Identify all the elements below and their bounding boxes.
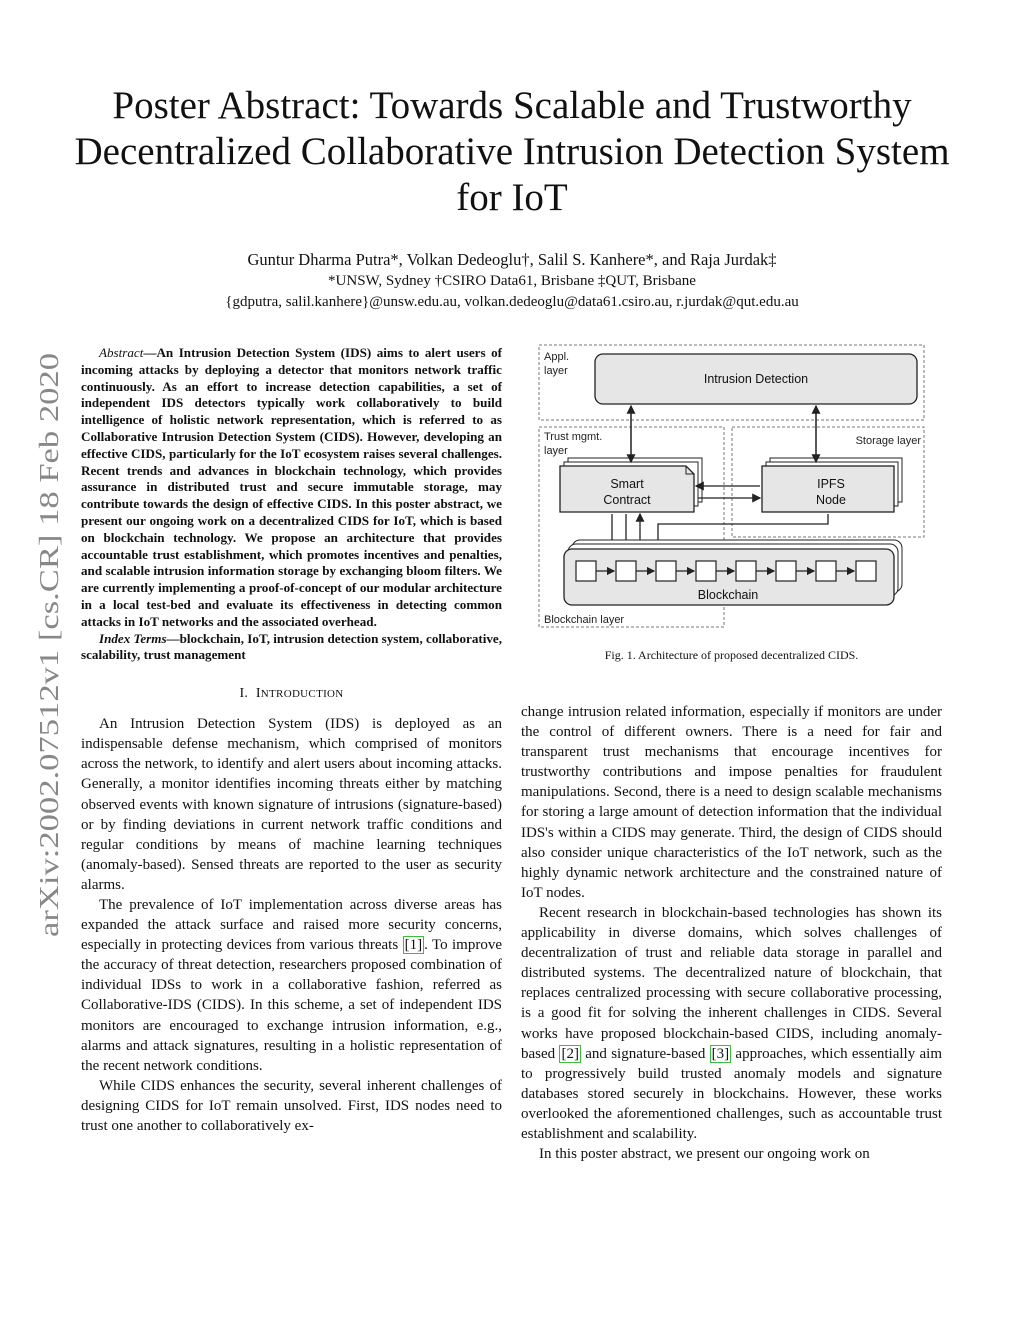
blockchain-layer-label: Blockchain layer — [544, 614, 625, 626]
paper-title: Poster Abstract: Towards Scalable and Trustworthy Decentralized Collaborative Intrusion Detection System for IoT — [74, 84, 950, 219]
figure-caption: Fig. 1. Architecture of proposed decentralized CIDS. — [604, 648, 859, 662]
section-heading-introduction — [81, 686, 502, 702]
right-paragraph-1: change intrusion related information, especially if monitors are under the control of different owners. There is a need for fair and transparent trust mechanisms that encourage incentives for trustworthy contributions and impose penalties for fraudulent manipulations. Second, there is a need to design scalable mechanisms for storing a large amount of detection information that the individual IDS's within a CIDS may generate. Third, the design of CIDS should also consider unique characteristics of the IoT network, such as the highly dynamic network architecture and the constrained nature of IoT nodes. — [521, 704, 942, 901]
arxiv-stamp-text: arXiv:2002.07512v1 [cs.CR] 18 Feb 2020 — [34, 481, 64, 937]
arxiv-stamp — [30, 350, 66, 940]
ipfs-node-label-1: IPFS — [817, 477, 845, 491]
storage-layer-label: Storage layer — [855, 435, 921, 447]
right-paragraph-2-text-a: Recent research in blockchain-based technologies has shown its applicability in diverse domains, which solves challenges of decentralization of trust and reliable data storage in parallel and distributed systems. The decentralized nature of blockchain, that replaces centralized processing with secure collaborative processing, is a good fit for solving the inherent challenges in CIDS. Several works have proposed blockchain-based CIDS, including anomaly-based — [521, 904, 942, 1062]
intro-paragraph-3: While CIDS enhances the security, several inherent challenges of designing CIDS for IoT remain unsolved. First, IDS nodes need to trust one another to collaboratively ex- — [81, 1077, 502, 1135]
abstract-text: —An Intrusion Detection System (IDS) aims to alert users of incoming attacks by deploying a detector that monitors network traffic continuously. As an effort to increase detection capabilities, a set of independent IDS detectors typically work collaboratively to build intelligence of holistic network representation, which is referred to as Collaborative Intrusion Detection System (CIDS). However, developing an effective CIDS, particularly for the IoT ecosystem raises several challenges. Recent trends and advances in blockchain technology, which provides assurance in distributed trust and secure immutable storage, may contribute towards the design of effective CIDS. In this poster abstract, we present our ongoing work on a decentralized CIDS for IoT, which is based on blockchain technology. We propose an architecture that provides accountable trust establishment, which promotes incentives and penalties, and scalable intrusion information storage by exchanging bloom filters. We are currently implementing a proof-of-concept of our modular architecture in a local test-bed and evaluate its effectiveness in detecting common attacks in IoT networks and the associated overhead. — [81, 345, 502, 629]
section-title-rest: NTRODUCTION — [260, 688, 344, 701]
right-paragraph-2 — [521, 903, 942, 1144]
right-paragraph-3: In this poster abstract, we present our ongoing work on — [539, 1146, 870, 1163]
author-list: Guntur Dharma Putra*, Volkan Dedeoglu†, Salil S. Kanhere*, and Raja Jurdak‡ — [247, 250, 777, 269]
author-emails: {gdputra, salil.kanhere}@unsw.edu.au, volkan.dedeoglu@data61.csiro.au, r.jurdak@qut.edu.au — [225, 294, 799, 310]
architecture-figure — [538, 344, 926, 631]
abstract — [81, 345, 502, 631]
intro-paragraph-2 — [81, 895, 502, 1076]
left-column — [81, 345, 502, 1136]
citation-link-1[interactable]: [1] — [404, 937, 423, 954]
index-terms-text: —blockchain, IoT, intrusion detection system, collaborative, scalability, trust management — [81, 630, 503, 663]
ipfs-node-label-2: Node — [816, 493, 846, 507]
abstract-lead: Abstract — [99, 345, 144, 360]
index-terms-lead: Index Terms — [99, 630, 167, 646]
intrusion-detection-label: Intrusion Detection — [703, 372, 809, 386]
affiliations: *UNSW, Sydney †CSIRO Data61, Brisbane ‡QUT, Brisbane — [328, 273, 696, 289]
section-initial: I — [255, 686, 261, 702]
smart-contract-label-1: Smart — [610, 477, 644, 491]
appl-layer-label-2: layer — [544, 365, 568, 377]
trust-layer-label-1: Trust mgmt. — [544, 431, 603, 443]
section-number: I. — [239, 686, 249, 702]
trust-layer-label-2: layer — [544, 445, 568, 457]
intro-paragraph-2-text-a: The prevalence of IoT implementation across diverse areas has expanded the attack surface and raised more security concerns, especially in protecting devices from various threats — [81, 896, 502, 954]
appl-layer-label-1: Appl. — [544, 351, 570, 363]
smart-contract-label-2: Contract — [603, 493, 651, 507]
right-paragraph-2-text-c: approaches, which essentially aim to progressively build trusted anomaly models and signature databases stored securely in blockchains. However, these works overlooked the aforementioned challenges, such as accountable trust establishment and scalability. — [521, 1045, 943, 1142]
right-column — [521, 702, 942, 1164]
right-paragraph-2-text-b: and signature-based — [580, 1045, 710, 1062]
intro-paragraph-2-text-b: . To improve the accuracy of threat detection, researchers proposed combination of individual IDSs to work in a collaborative fashion, referred as Collaborative-IDS (CIDS). In this scheme, a set of independent IDS monitors are encouraged to exchange intrusion information, e.g., alarms and attack signatures, resulting in a holistic representation of the recent network conditions. — [81, 937, 502, 1074]
intro-paragraph-1: An Intrusion Detection System (IDS) is deployed as an indispensable defense mechanism, which comprised of monitors across the network, to identify and alert users about incoming attacks. Generally, a monitor identifies incoming threats either by matching observed events with known signature of intrusions (signature-based) or by finding deviations in current network traffic conditions and regular conditions by means of machine learning techniques (anomaly-based). Sensed threats are reported to the user as security alarms. — [81, 716, 502, 893]
citation-link-3[interactable]: [3] — [711, 1045, 730, 1062]
index-terms — [81, 631, 502, 665]
citation-link-2[interactable]: [2] — [561, 1045, 579, 1062]
blockchain-label: Blockchain — [697, 588, 759, 602]
